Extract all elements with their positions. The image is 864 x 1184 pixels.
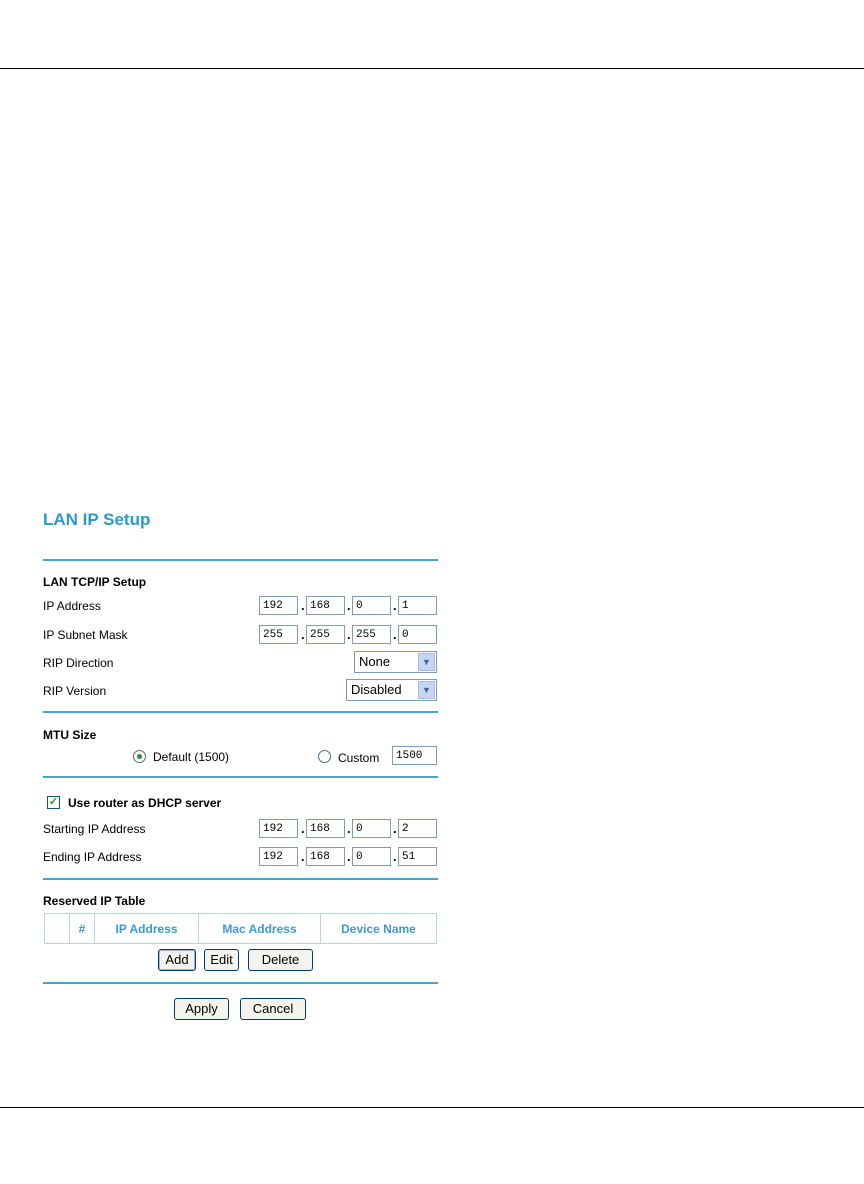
chevron-down-icon[interactable]: ▼ <box>418 653 435 671</box>
subnet-mask-octet-1[interactable]: 255 <box>259 625 298 644</box>
mtu-custom-input[interactable]: 1500 <box>392 746 437 765</box>
ip-dot: . <box>301 598 305 613</box>
starting-ip-octet-3[interactable]: 0 <box>352 819 391 838</box>
delete-button[interactable]: Delete <box>248 949 313 971</box>
column-header-mac-address: Mac Address <box>199 914 321 944</box>
ip-dot: . <box>301 849 305 864</box>
reserved-ip-table-label: Reserved IP Table <box>43 894 146 908</box>
ip-dot: . <box>301 627 305 642</box>
apply-button[interactable]: Apply <box>174 998 229 1020</box>
starting-ip-octet-4[interactable]: 2 <box>398 819 437 838</box>
reserved-ip-table <box>44 913 437 944</box>
lan-ip-setup-panel <box>43 500 438 1040</box>
ip-dot: . <box>347 598 351 613</box>
subnet-mask-octet-2[interactable]: 255 <box>306 625 345 644</box>
ip-dot: . <box>347 821 351 836</box>
add-button[interactable]: Add <box>158 949 196 971</box>
divider <box>43 982 438 984</box>
column-header-device-name: Device Name <box>321 914 437 944</box>
rip-direction-select[interactable] <box>354 651 437 673</box>
starting-ip-octet-2[interactable]: 168 <box>306 819 345 838</box>
table-header-row <box>45 914 437 944</box>
page-title: LAN IP Setup <box>43 510 151 529</box>
rip-version-select[interactable] <box>346 679 437 701</box>
starting-ip-label: Starting IP Address <box>43 822 146 836</box>
mtu-custom-label: Custom <box>338 751 380 765</box>
rip-version-value: Disabled <box>351 682 402 697</box>
starting-ip-octet-1[interactable]: 192 <box>259 819 298 838</box>
rip-version-label: RIP Version <box>43 684 107 698</box>
ending-ip-octet-1[interactable]: 192 <box>259 847 298 866</box>
mtu-default-label: Default (1500) <box>153 750 230 764</box>
subnet-mask-octet-4[interactable]: 0 <box>398 625 437 644</box>
cancel-button[interactable]: Cancel <box>240 998 306 1020</box>
ip-address-octet-2[interactable]: 168 <box>306 596 345 615</box>
ip-address-octet-3[interactable]: 0 <box>352 596 391 615</box>
ip-dot: . <box>393 598 397 613</box>
ip-address-label: IP Address <box>43 599 101 613</box>
use-router-dhcp-label: Use router as DHCP server <box>68 796 222 810</box>
rip-direction-label: RIP Direction <box>43 656 114 670</box>
ip-dot: . <box>301 821 305 836</box>
edit-button[interactable]: Edit <box>204 949 239 971</box>
divider <box>43 559 438 561</box>
ip-dot: . <box>347 627 351 642</box>
radio-selected-dot <box>137 754 142 759</box>
ip-address-octet-1[interactable]: 192 <box>259 596 298 615</box>
ip-dot: . <box>393 849 397 864</box>
column-header-number: # <box>70 914 95 944</box>
use-router-dhcp-checkbox[interactable] <box>47 796 60 809</box>
divider <box>43 711 438 713</box>
column-header-ip-address: IP Address <box>95 914 199 944</box>
ip-dot: . <box>393 627 397 642</box>
subnet-mask-label: IP Subnet Mask <box>43 628 128 642</box>
divider <box>43 878 438 880</box>
ending-ip-octet-2[interactable]: 168 <box>306 847 345 866</box>
mtu-default-radio[interactable] <box>133 750 146 763</box>
mtu-section-label: MTU Size <box>43 728 97 742</box>
mtu-custom-radio[interactable] <box>318 750 331 763</box>
rip-direction-value: None <box>359 654 391 669</box>
ending-ip-octet-3[interactable]: 0 <box>352 847 391 866</box>
bottom-rule <box>0 1107 864 1108</box>
check-icon: ✓ <box>48 796 59 808</box>
chevron-down-icon[interactable]: ▼ <box>418 681 435 699</box>
column-header-select <box>45 914 70 944</box>
divider <box>43 776 438 778</box>
top-rule <box>0 68 864 69</box>
subnet-mask-octet-3[interactable]: 255 <box>352 625 391 644</box>
ip-address-octet-4[interactable]: 1 <box>398 596 437 615</box>
ip-dot: . <box>393 821 397 836</box>
ip-dot: . <box>347 849 351 864</box>
ending-ip-label: Ending IP Address <box>43 850 142 864</box>
lan-tcpip-section-label: LAN TCP/IP Setup <box>43 575 147 589</box>
ending-ip-octet-4[interactable]: 51 <box>398 847 437 866</box>
